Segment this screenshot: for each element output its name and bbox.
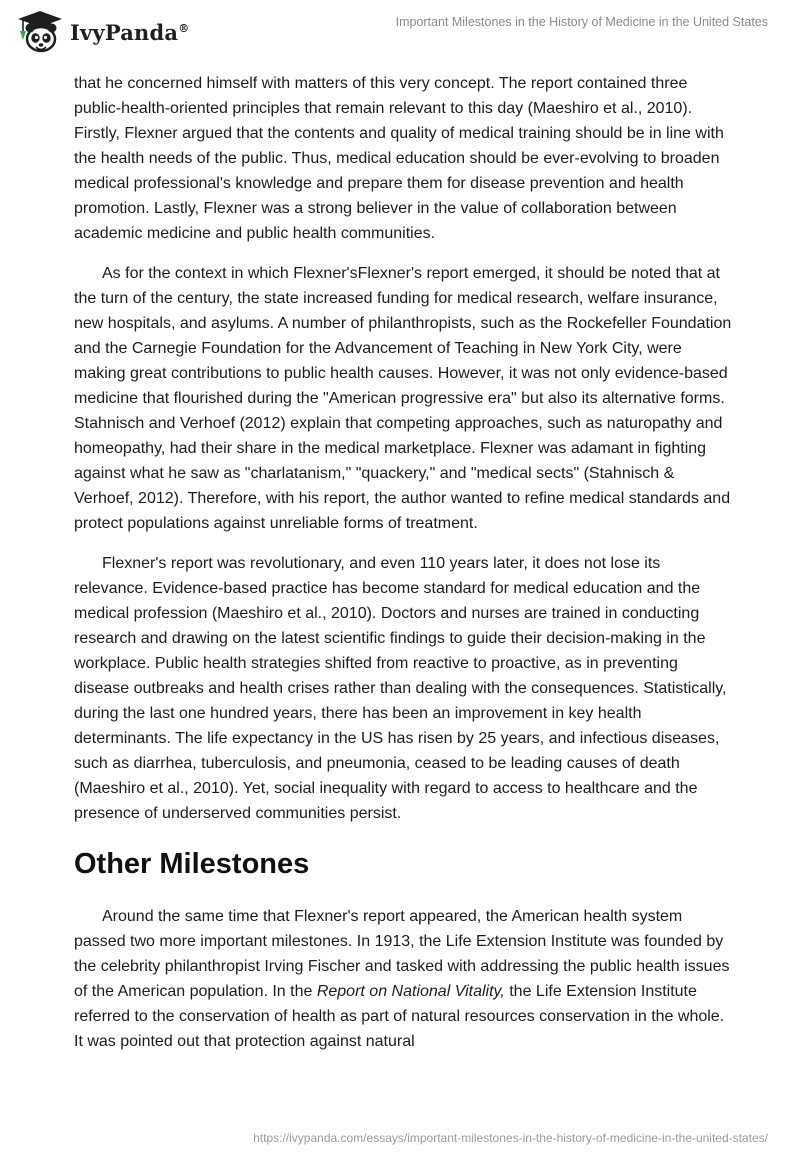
paragraph-4-text-end: the Life Extension Institute referred to the conservation of health as part of natural resources conservation in the whole. It was pointed out that protection against natural (74, 983, 725, 1050)
paragraph-1: that he concerned himself with matters of this very concept. The report contained three public-health-oriented principles that remain relevant to this day (Maeshiro et al., 2010). Firstly, Flexner argued that the contents and quality of medical training should be in line with the health needs of the public. Thus, medical education should be ever-evolving to broaden medical professional's knowledge and prepare them for disease prevention and health promotion. Lastly, Flexner was a strong believer in the value of collaboration between academic medicine and public health communities. (74, 75, 724, 242)
registered-mark: ® (178, 21, 190, 35)
essay-content (74, 71, 734, 1069)
panda-logo-icon (16, 10, 64, 54)
brand-logo[interactable] (16, 10, 189, 54)
section-heading: Other Milestones (74, 848, 310, 880)
paragraph-4 (74, 904, 734, 1054)
document-title: Important Milestones in the History of Medicine in the United States (395, 15, 768, 29)
page-header (0, 0, 800, 64)
report-title-italic: Report on National Vitality, (316, 983, 505, 1000)
brand-name (70, 20, 189, 45)
paragraph-2: As for the context in which Flexner'sFlexner's report emerged, it should be noted that at the turn of the century, the state increased funding for medical research, welfare insurance, new hospitals, and asylums. A number of philanthropists, such as the Rockefeller Foundation and the Carnegie Foundation for the Advancement of Teaching in New York City, were making great contributions to public health causes. However, it was not only evidence-based medicine that flourished during the "American progressive era" but also its alternative forms. Stahnisch and Verhoef (2012) explain that competing approaches, such as naturopathy and homeopathy, had their share in the medical marketplace. Flexner was adamant in fighting against what he saw as "charlatanism," "quackery," and "medical sects" (Stahnisch & Verhoef, 2012). Therefore, with his report, the author wanted to refine medical standards and protect populations against unreliable forms of treatment. (74, 265, 732, 532)
source-url[interactable]: https://ivypanda.com/essays/important-milestones-in-the-history-of-medicine-in-the-united-states/ (253, 1131, 768, 1145)
paragraph-3: Flexner's report was revolutionary, and even 110 years later, it does not lose its relevance. Evidence-based practice has become standard for medical education and the medical profession (Maeshiro et al., 2010). Doctors and nurses are trained in conducting research and drawing on the latest scientific findings to guide their decision-making in the workplace. Public health strategies shifted from reactive to proactive, as in preventing disease outbreaks and health crises rather than dealing with the consequences. Statistically, during the last one hundred years, there has been an improvement in key health determinants. The life expectancy in the US has risen by 25 years, and infectious diseases, such as diarrhea, tuberculosis, and pneumonia, ceased to be leading causes of death (Maeshiro et al., 2010). Yet, social inequality with regard to access to healthcare and the presence of underserved communities persist. (74, 555, 727, 822)
brand-name-text: IvyPanda (70, 19, 179, 45)
paragraph-4-text-start: Around the same time that Flexner's report appeared, the American health system passed two more important milestones. In 1913, the Life Extension Institute was founded by the celebrity philanthropist Irving Fischer and tasked with addressing the public health issues of the American population. In the (74, 908, 730, 1000)
